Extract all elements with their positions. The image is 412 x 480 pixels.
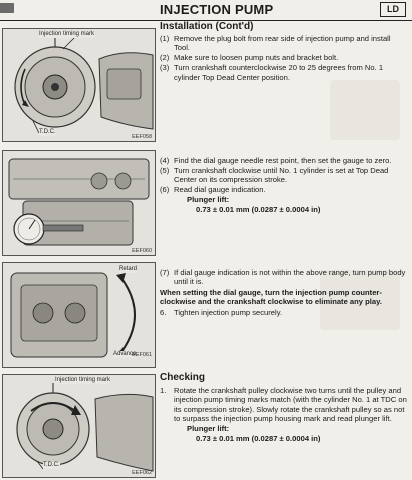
step-text: Turn crankshaft counterclockwise 20 to 25 degrees from No. 1 cylinder Top Dead Center position. (174, 63, 384, 82)
figure-id: EEF062 (132, 470, 152, 476)
step-number: (1) (160, 34, 170, 43)
figure-drawing (3, 29, 155, 141)
step-number: (2) (160, 53, 170, 63)
figure-checking-timing-mark (2, 374, 156, 478)
step-item (160, 53, 408, 62)
step-item (160, 63, 408, 82)
timing-mark-label: Injection timing mark (39, 31, 95, 37)
step-item (160, 185, 408, 194)
tdc-label: T.D.C. (43, 462, 60, 468)
figure-id: EEF058 (132, 134, 152, 140)
plunger-lift-label: Plunger lift: (187, 195, 230, 205)
step-item (160, 166, 408, 185)
step-item (160, 34, 408, 53)
installation-steps-c (160, 268, 408, 318)
step-number: 6. (160, 307, 167, 317)
timing-mark-label: Injection timing mark (55, 377, 111, 383)
step-item (160, 308, 408, 317)
step-item (160, 386, 408, 424)
step-text: Remove the plug bolt from rear side of injection pump and install Tool. (174, 34, 391, 53)
step-text: Rotate the crankshaft pulley clockwise two turns until the pulley and injection pump timing marks match (with the cylinder No. 1 at TDC on its compression stroke). Slowly rotate the crankshaft pulley so as not to surpass the injection pump housing mark and read plunger lift. (174, 386, 407, 424)
step-text: Turn crankshaft clockwise until No. 1 cylinder is set at Top Dead Center on its compression stroke. (174, 165, 389, 185)
section-code-badge: LD (380, 2, 406, 17)
step-number: 1. (160, 386, 167, 395)
step-text: Read dial gauge indication. (174, 185, 266, 195)
step-number: (3) (160, 63, 170, 73)
figure-injection-timing-mark (2, 28, 156, 142)
figure-retard-advance (2, 262, 156, 368)
step-item (160, 156, 408, 165)
checking-steps (160, 386, 408, 443)
caution-note: When setting the dial gauge, turn the injection pump counter-clockwise and the crankshaft clockwise to eliminate any play. (160, 287, 382, 307)
installation-heading: Installation (Cont'd) (160, 21, 254, 32)
figure-id: EEF060 (132, 248, 152, 254)
figure-drawing (3, 375, 155, 477)
step-item (160, 268, 408, 287)
background-bleed (330, 80, 400, 140)
checking-heading: Checking (160, 372, 206, 383)
step-number: (6) (160, 185, 170, 195)
plunger-lift-value: 0.73 ± 0.01 mm (0.0287 ± 0.0004 in) (196, 204, 321, 214)
tdc-label: T.D.C. (39, 129, 56, 135)
figure-id: EEF061 (132, 352, 152, 358)
step-text: If dial gauge indication is not within the above range, turn pump body until it is. (174, 268, 406, 287)
corner-tab (0, 3, 14, 13)
page-header (0, 0, 412, 21)
plunger-lift-label: Plunger lift: (187, 424, 230, 434)
step-text: Make sure to loosen pump nuts and bracket bolt. (174, 53, 339, 63)
retard-label: Retard (119, 266, 138, 272)
advance-label: Advance (113, 351, 137, 357)
step-number: (5) (160, 165, 170, 175)
step-number: (7) (160, 268, 170, 277)
figure-dial-gauge (2, 150, 156, 256)
step-text: Find the dial gauge needle rest point, then set the gauge to zero. (174, 156, 392, 165)
plunger-lift-value: 0.73 ± 0.01 mm (0.0287 ± 0.0004 in) (196, 433, 321, 443)
step-number: (4) (160, 156, 170, 165)
figure-drawing (3, 151, 155, 255)
installation-steps-b (160, 156, 408, 214)
installation-steps-a (160, 34, 408, 83)
page-title: INJECTION PUMP (160, 2, 274, 17)
step-text: Tighten injection pump securely. (174, 307, 283, 317)
